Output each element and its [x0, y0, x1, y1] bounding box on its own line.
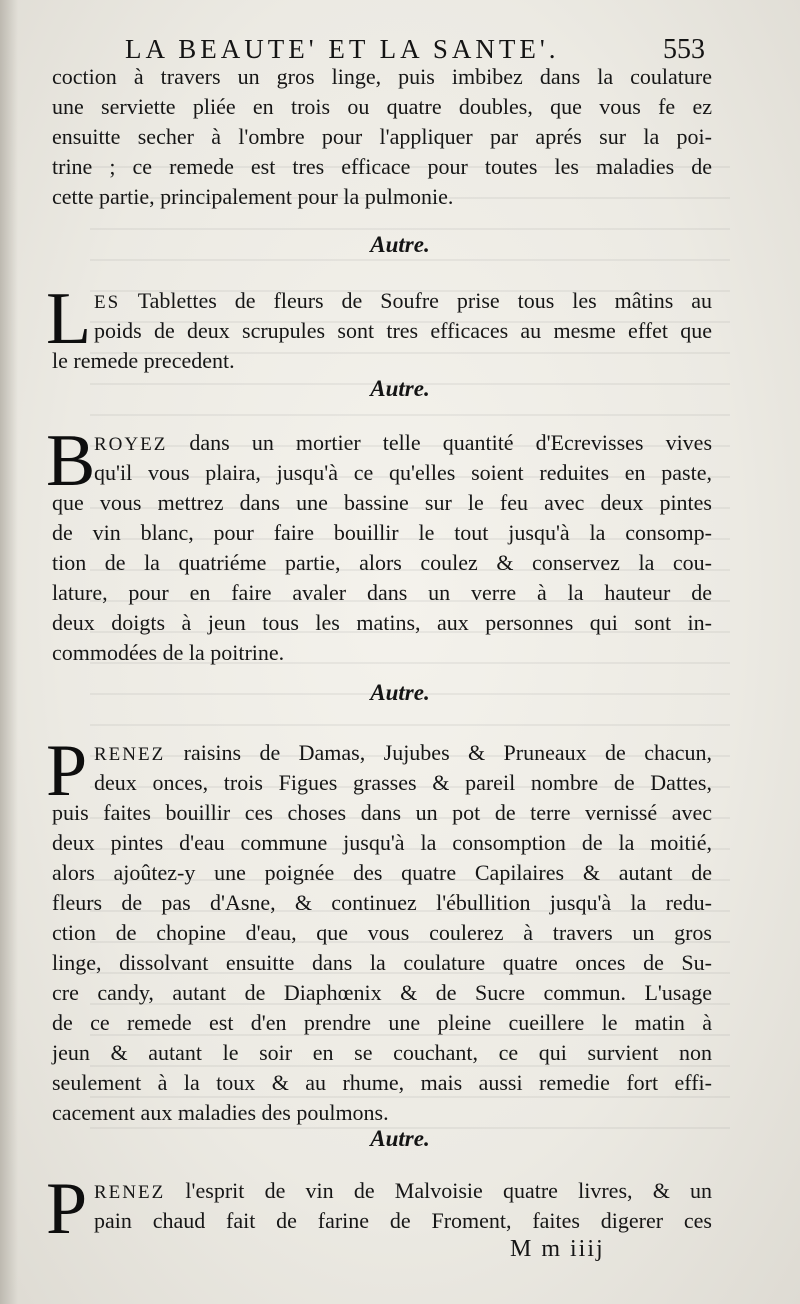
text-line: ROYEZ dans un mortier telle quantité d'Ecrevisses vives: [94, 430, 713, 455]
text-line: RENEZ l'esprit de vin de Malvoisie quatre livres, & un: [94, 1178, 713, 1203]
text-line: deux doigts à jeun tous les matins, aux personnes qui sont in-: [52, 610, 712, 635]
running-head-title: LA BEAUTE' ET LA SANTE'.: [125, 34, 560, 64]
text-line: pain chaud fait de farine de Froment, faites digerer ces: [94, 1208, 712, 1233]
first-word: RENEZ: [94, 1182, 166, 1203]
text-line: ES Tablettes de fleurs de Soufre prise tous les mâtins au: [94, 288, 712, 313]
text-line: RENEZ raisins de Damas, Jujubes & Pruneaux de chacun,: [94, 740, 712, 765]
text-line: deux onces, trois Figues grasses & pareil nombre de Dattes,: [94, 770, 712, 795]
text-line: cacement aux maladies des poulmons.: [52, 1100, 389, 1125]
text-line: puis faites bouillir ces choses dans un pot de terre vernissé avec: [52, 800, 712, 825]
signature-mark: M m iiij: [510, 1236, 605, 1262]
text-line: que vous mettrez dans une bassine sur le feu avec deux pintes: [52, 490, 712, 515]
first-word: ROYEZ: [94, 434, 168, 455]
text-line: qu'il vous plaira, jusqu'à ce qu'elles soient reduites en paste,: [94, 460, 712, 485]
text-line: alors ajoûtez-y une poignée des quatre Capilaires & autant de: [52, 860, 712, 885]
text-line: cette partie, principalement pour la pulmonie.: [52, 184, 454, 209]
text-line: lature, pour en faire avaler dans un verre à la hauteur de: [52, 580, 712, 605]
text-line: de vin blanc, pour faire bouillir le tout jusqu'à la consomp-: [52, 520, 712, 545]
text-line: linge, dissolvant ensuitte dans la coulature quatre onces de Su-: [52, 950, 712, 975]
recipe-paragraph: [46, 420, 713, 668]
text-line: fleurs de pas d'Asne, & continuez l'ébullition jusqu'à la redu-: [52, 890, 712, 915]
text-line: ensuitte secher à l'ombre pour l'appliquer par aprés sur la poi-: [52, 124, 712, 149]
section-heading: Autre.: [370, 1126, 430, 1151]
text-line: tion de la quatriéme partie, alors coulez & conservez la cou-: [52, 550, 712, 575]
page-gutter-shadow: [0, 0, 18, 1304]
recipe-paragraph: [46, 278, 712, 378]
text-line: le remede precedent.: [52, 348, 235, 373]
first-word: ES: [94, 292, 121, 313]
opening-paragraph: [52, 62, 712, 212]
text-line: une serviette pliée en trois ou quatre doubles, que vous fe ez: [52, 94, 712, 119]
text-line: coction à travers un gros linge, puis imbibez dans la coulature: [52, 64, 712, 89]
text-line: poids de deux scrupules sont tres efficaces au mesme effet que: [94, 318, 712, 343]
text-line: seulement à la toux & au rhume, mais aussi remedie fort effi-: [52, 1070, 712, 1095]
drop-cap: L: [46, 278, 92, 360]
text-line: trine ; ce remede est tres efficace pour toutes les maladies de: [52, 154, 712, 179]
text-line: commodées de la poitrine.: [52, 640, 285, 665]
section-heading: Autre.: [370, 376, 430, 401]
drop-cap: P: [46, 730, 88, 812]
page-number: 553: [663, 34, 705, 65]
text-line: jeun & autant le soir en se couchant, ce qui survient non: [52, 1040, 712, 1065]
section-heading: Autre.: [370, 680, 430, 705]
text-line: cre candy, autant de Diaphœnix & de Sucre commun. L'usage: [52, 980, 712, 1005]
first-word: RENEZ: [94, 744, 166, 765]
section-heading: Autre.: [370, 232, 430, 257]
text-line: de ce remede est d'en prendre une pleine cueillere le matin à: [52, 1010, 712, 1035]
text-line: ction de chopine d'eau, que vous coulerez à travers un gros: [52, 920, 712, 945]
text-line: deux pintes d'eau commune jusqu'à la consomption de la moitié,: [52, 830, 712, 855]
recipe-paragraph: [46, 730, 712, 1128]
drop-cap: P: [46, 1168, 88, 1250]
drop-cap: B: [46, 420, 96, 502]
